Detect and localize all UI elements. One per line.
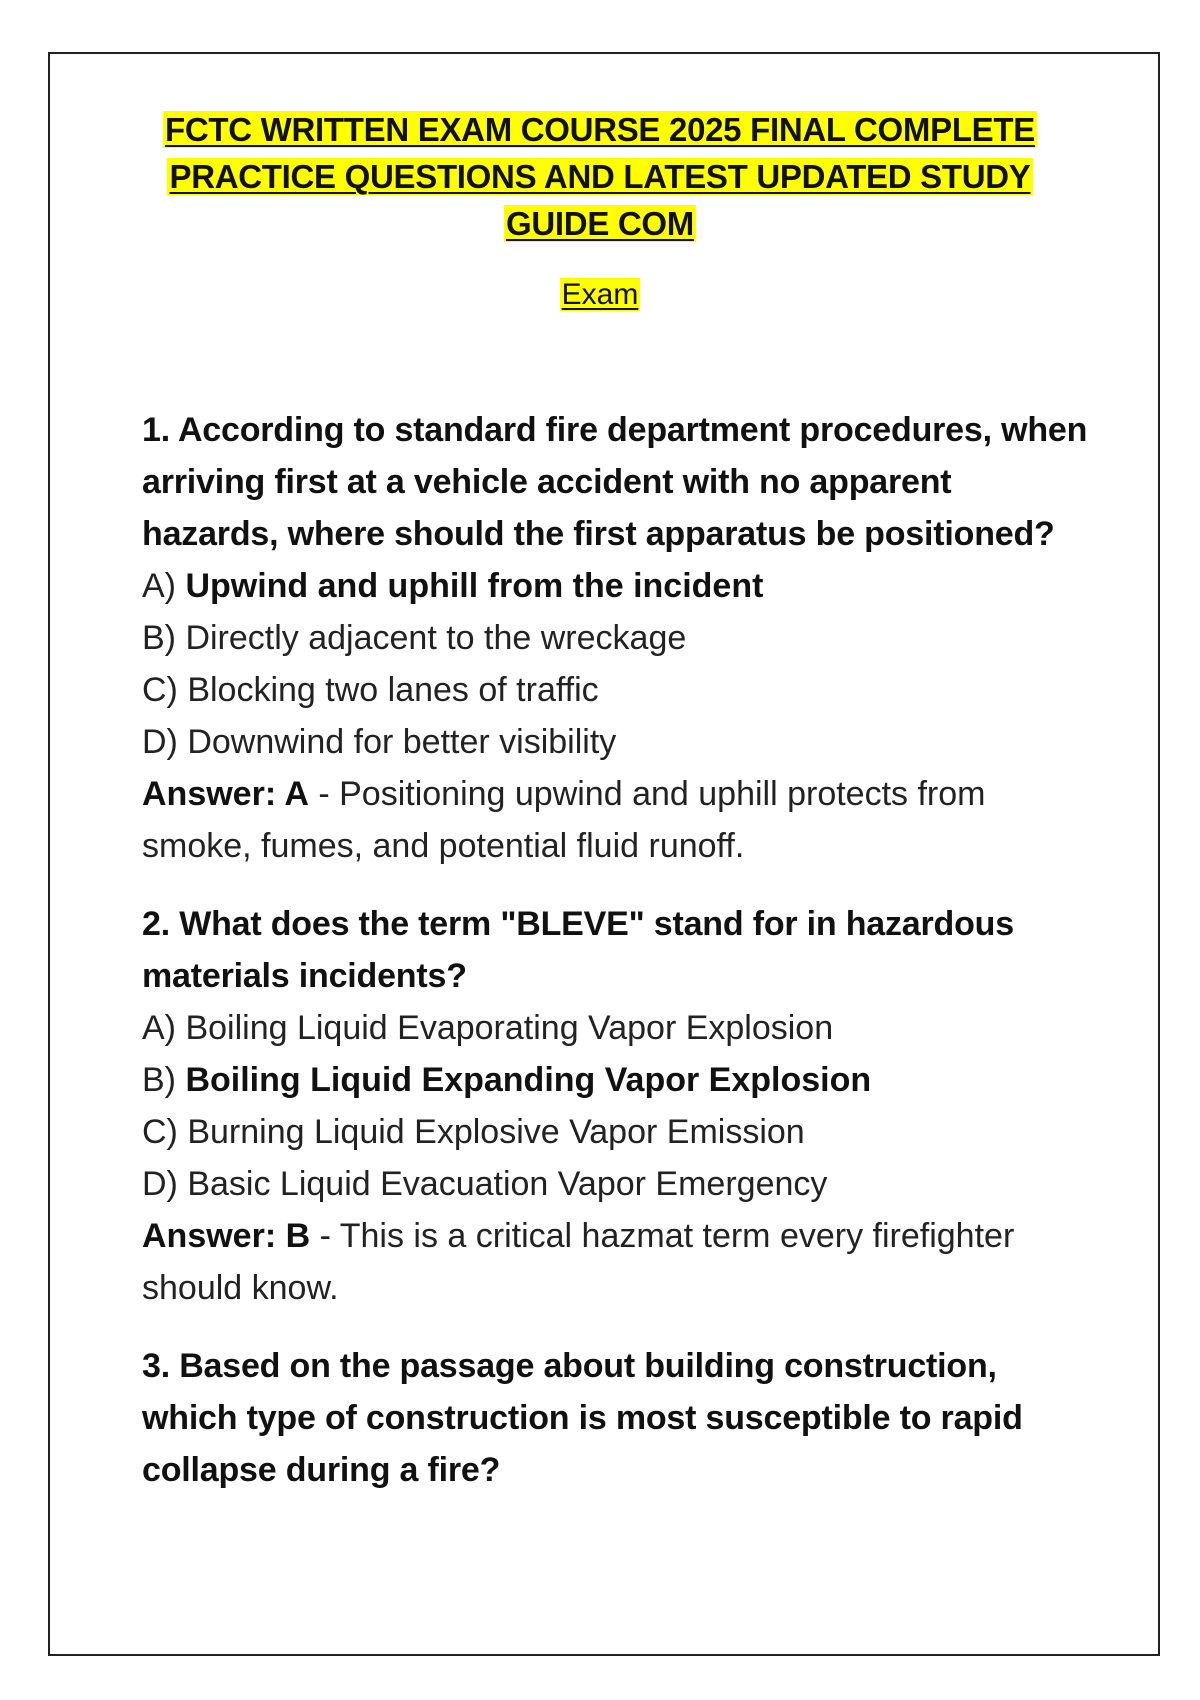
correct-option-text: Upwind and uphill from the incident bbox=[185, 567, 764, 605]
title-line-3: GUIDE COM bbox=[506, 205, 694, 242]
answer-key: Answer: B bbox=[142, 1217, 311, 1255]
option-c: C) Burning Liquid Explosive Vapor Emission bbox=[142, 1113, 805, 1151]
option-b: B) Directly adjacent to the wreckage bbox=[142, 619, 687, 657]
option-d: D) Basic Liquid Evacuation Vapor Emergency bbox=[142, 1165, 828, 1203]
question-prompt: 1. According to standard fire department procedures, when arriving first at a vehicle accident with no apparent hazards, where should the first apparatus be positioned? bbox=[142, 411, 1088, 553]
option-b: B) Boiling Liquid Expanding Vapor Explosion bbox=[142, 1061, 872, 1099]
title-line-1: FCTC WRITTEN EXAM COURSE 2025 FINAL COMPLETE bbox=[165, 111, 1035, 148]
option-a: A) Upwind and uphill from the incident bbox=[142, 567, 764, 605]
option-d: D) Downwind for better visibility bbox=[142, 723, 617, 761]
document-header bbox=[0, 106, 1200, 317]
option-c: C) Blocking two lanes of traffic bbox=[142, 671, 599, 709]
question-prompt: 3. Based on the passage about building construction, which type of construction is most susceptible to rapid collapse during a fire? bbox=[142, 1347, 1023, 1489]
question-3 bbox=[142, 1340, 1092, 1496]
question-2 bbox=[142, 898, 1092, 1314]
option-a: A) Boiling Liquid Evaporating Vapor Explosion bbox=[142, 1009, 834, 1047]
question-prompt: 2. What does the term "BLEVE" stand for in hazardous materials incidents? bbox=[142, 905, 1014, 995]
title-line-2: PRACTICE QUESTIONS AND LATEST UPDATED STUDY bbox=[169, 158, 1031, 195]
subtitle: Exam bbox=[561, 278, 639, 311]
correct-option-text: Boiling Liquid Expanding Vapor Explosion bbox=[185, 1061, 872, 1099]
answer-explanation: Answer: A - Positioning upwind and uphill protects from smoke, fumes, and potential fluid runoff. bbox=[142, 775, 986, 865]
answer-key: Answer: A bbox=[142, 775, 309, 813]
question-1 bbox=[142, 404, 1092, 872]
question-list bbox=[142, 404, 1092, 1522]
answer-explanation: Answer: B - This is a critical hazmat term every firefighter should know. bbox=[142, 1217, 1015, 1307]
